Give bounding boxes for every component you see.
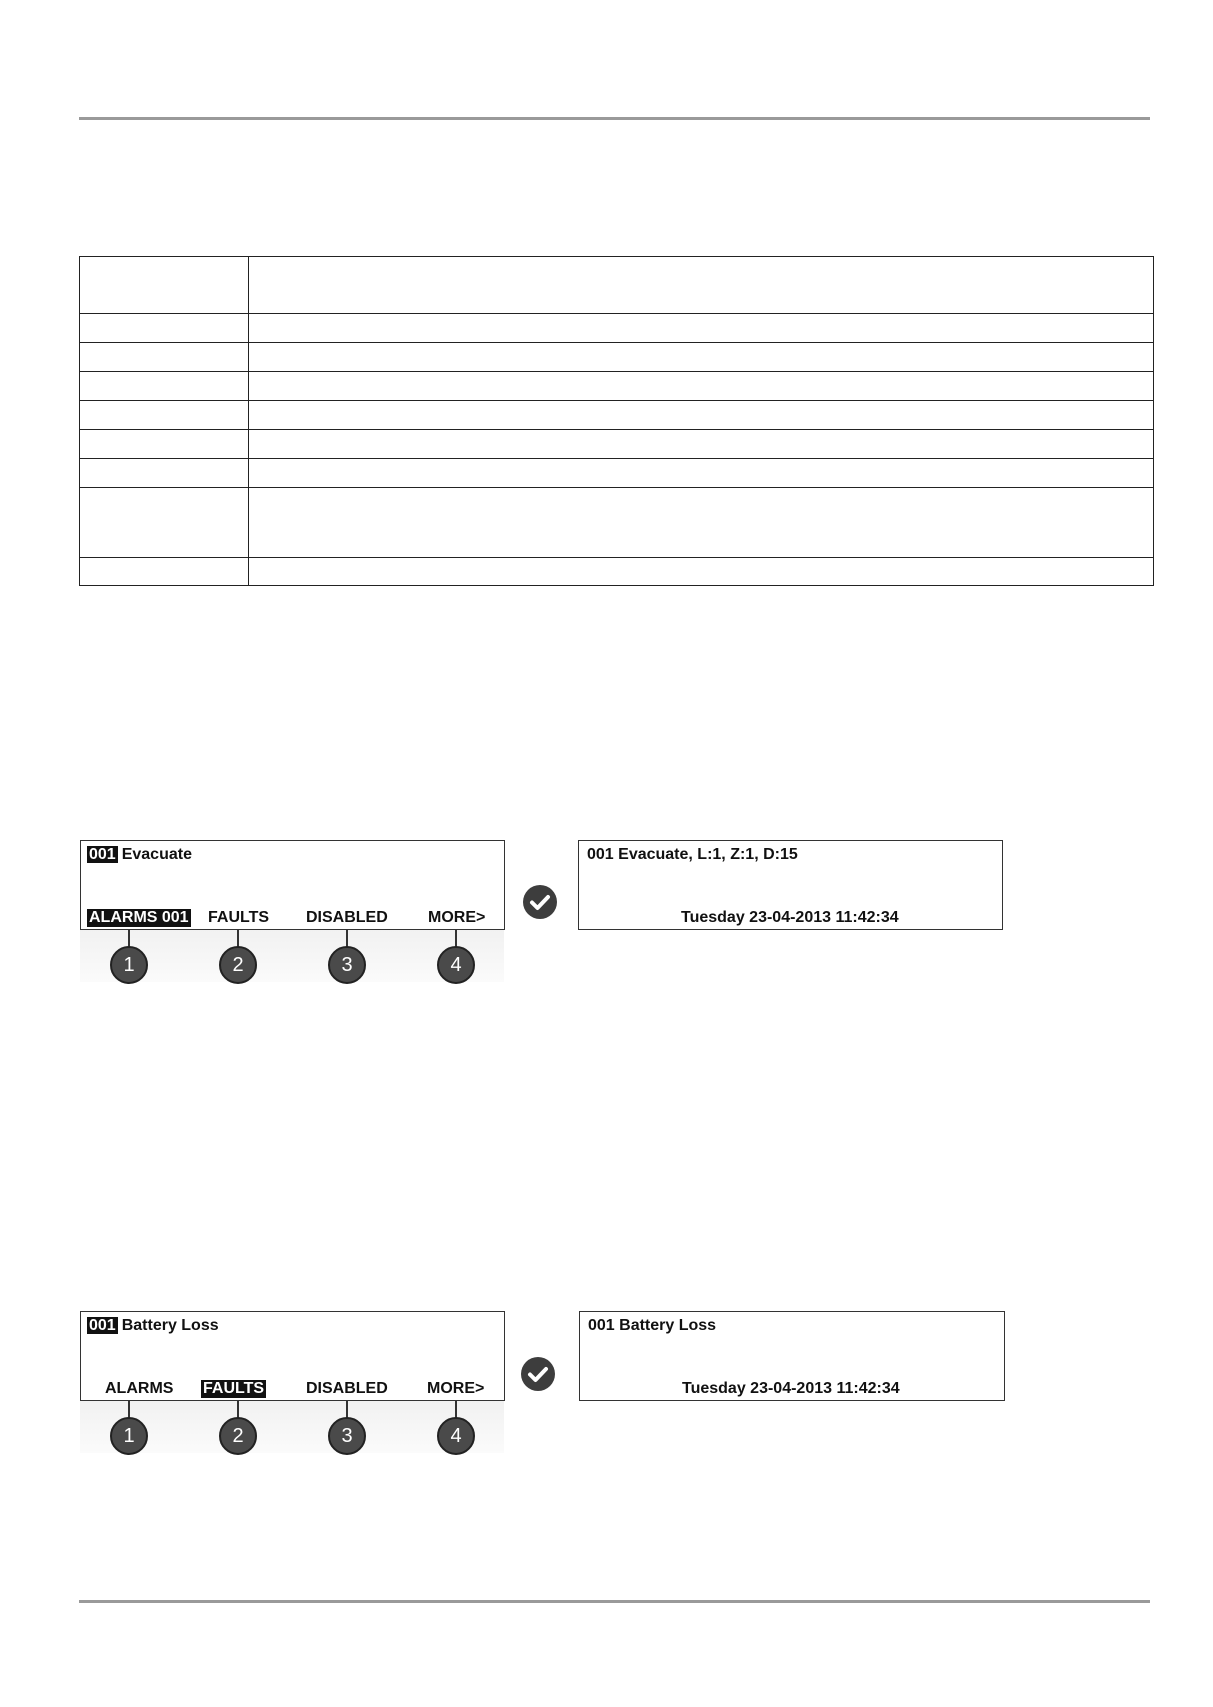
callout-2: 2 — [219, 946, 257, 984]
callout-1: 1 — [110, 1417, 148, 1455]
callout-3: 3 — [328, 1417, 366, 1455]
callout-2: 2 — [219, 1417, 257, 1455]
lcd-main-screen-1 — [80, 840, 505, 930]
softkey-faults[interactable]: FAULTS — [203, 1380, 265, 1397]
event-text: Evacuate — [121, 846, 192, 863]
softkey-disabled[interactable]: DISABLED — [306, 1380, 388, 1397]
checkmark-circle-icon[interactable] — [521, 1357, 555, 1391]
event-code: 001 — [89, 1317, 116, 1334]
callout-strip-2 — [80, 1401, 504, 1453]
event-line — [87, 1317, 219, 1335]
callout-4: 4 — [437, 946, 475, 984]
event-text: Battery Loss — [121, 1317, 219, 1334]
callout-1: 1 — [110, 946, 148, 984]
header-rule — [79, 117, 1150, 120]
table-row — [80, 558, 1154, 586]
info-table — [79, 256, 1154, 586]
footer-rule — [79, 1600, 1150, 1603]
table-row — [80, 343, 1154, 372]
softkey-disabled[interactable]: DISABLED — [306, 909, 388, 926]
table-row — [80, 488, 1154, 558]
callout-4: 4 — [437, 1417, 475, 1455]
table-row — [80, 257, 1154, 314]
table-row — [80, 430, 1154, 459]
softkey-alarms[interactable]: ALARMS — [105, 1380, 174, 1397]
lcd-main-screen-2 — [80, 1311, 505, 1401]
softkey-alarms[interactable]: ALARMS 001 — [89, 909, 189, 926]
lcd-detail-screen-1 — [578, 840, 1003, 930]
checkmark-circle-icon[interactable] — [523, 885, 557, 919]
event-line — [87, 846, 192, 864]
detail-line: 001 Battery Loss — [588, 1317, 717, 1334]
softkey-faults[interactable]: FAULTS — [208, 909, 270, 926]
table-row — [80, 314, 1154, 343]
detail-timestamp: Tuesday 23-04-2013 11:42:34 — [681, 909, 899, 926]
lcd-detail-screen-2 — [579, 1311, 1005, 1401]
event-code: 001 — [89, 846, 116, 863]
detail-timestamp: Tuesday 23-04-2013 11:42:34 — [682, 1380, 900, 1397]
softkey-more[interactable]: MORE> — [427, 1380, 485, 1397]
table-row — [80, 372, 1154, 401]
softkey-more[interactable]: MORE> — [428, 909, 486, 926]
callout-3: 3 — [328, 946, 366, 984]
detail-line: 001 Evacuate, L:1, Z:1, D:15 — [587, 846, 798, 863]
callout-strip-1 — [80, 930, 504, 982]
table-row — [80, 459, 1154, 488]
table-row — [80, 401, 1154, 430]
